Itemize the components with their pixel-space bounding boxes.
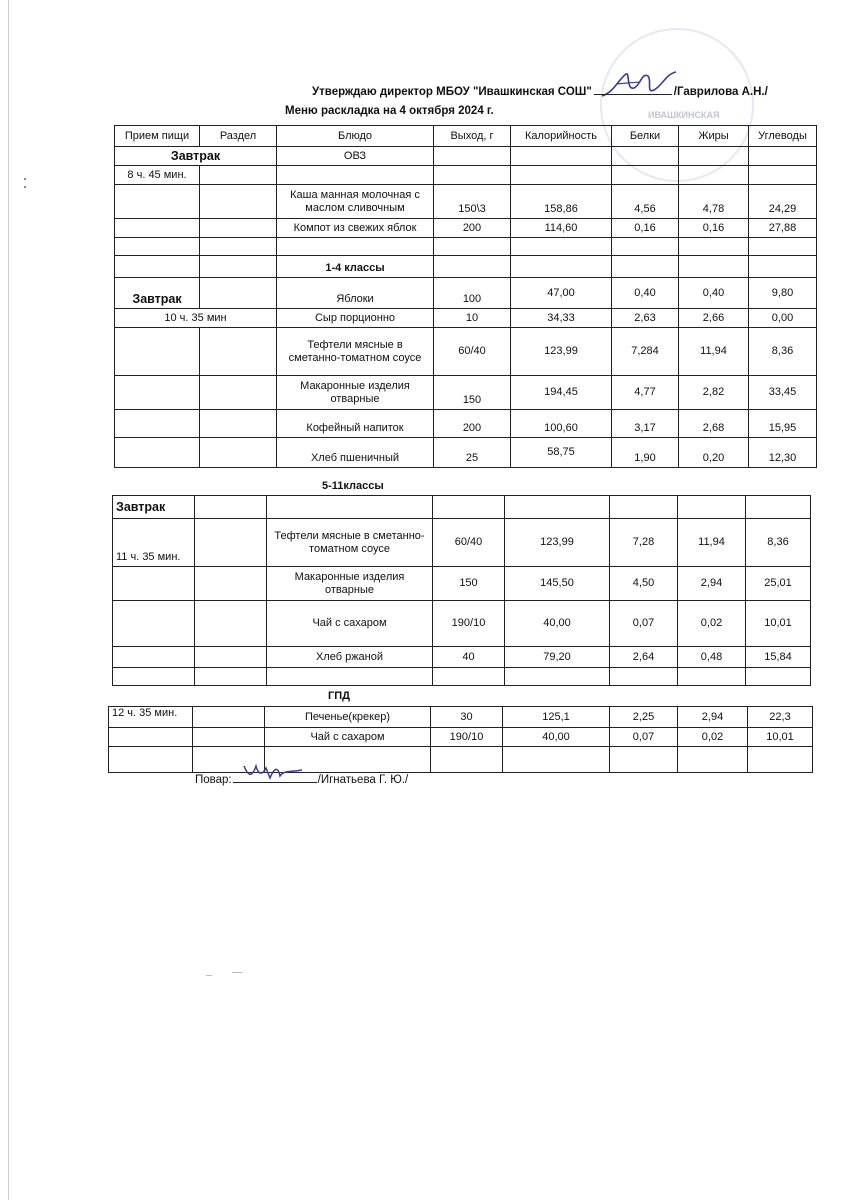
stamp-text: ИВАШКИНСКАЯ [648, 110, 720, 120]
section-5-11: 5-11классы [322, 480, 384, 492]
meal-label: Завтрак [113, 496, 195, 519]
col-protein: Белки [612, 126, 679, 147]
table-row: 12 ч. 35 мин. Печенье(крекер) 30 125,1 2,25 2,94 22,3 [109, 707, 813, 728]
scan-speck [24, 186, 26, 188]
dish-name: Тефтели мясные в сметанно-томатном соусе [267, 519, 433, 567]
menu-table-ovz [114, 125, 817, 468]
table-row: Хлеб ржаной 40 79,20 2,64 0,48 15,84 [113, 647, 811, 668]
meal-time: 11 ч. 35 мин. [113, 519, 195, 567]
approval-text: Утверждаю директор МБОУ "Ивашкинская СОШ" [312, 86, 592, 98]
col-calories: Калорийность [511, 126, 612, 147]
col-dish: Блюдо [277, 126, 434, 147]
signature-line [233, 772, 317, 783]
dish-name: Хлеб ржаной [267, 647, 433, 668]
table-row: Каша манная молочная с маслом сливочным 150\3 158,86 4,56 4,78 24,29 [115, 185, 817, 219]
meal-label: Завтрак [115, 147, 277, 166]
dish-name: Печенье(крекер) [265, 707, 431, 728]
col-section: Раздел [200, 126, 277, 147]
meal-time: 10 ч. 35 мин [115, 309, 277, 328]
section-gpd: ГПД [328, 690, 350, 702]
dish-name: Яблоки [277, 278, 434, 309]
table-row: Хлеб пшеничный 25 58,75 1,90 0,20 12,30 [115, 438, 817, 468]
scan-speck [206, 975, 212, 976]
cook-label: Повар: [195, 774, 232, 786]
col-meal: Прием пищи [115, 126, 200, 147]
cook-name: /Игнатьева Г. Ю./ [317, 774, 409, 786]
table-row: Макаронные изделия отварные 150 194,45 4,77 2,82 33,45 [115, 376, 817, 410]
col-fat: Жиры [679, 126, 749, 147]
table-header [115, 126, 817, 147]
table-row: Завтрак Яблоки 100 47,00 0,40 0,40 9,80 [115, 278, 817, 309]
meal-label: Завтрак [115, 278, 200, 309]
table-row: Макаронные изделия отварные 150 145,50 4,50 2,94 25,01 [113, 567, 811, 601]
table-row: 11 ч. 35 мин. Тефтели мясные в сметанно-томатном соусе 60/40 123,99 7,28 11,94 8,36 [113, 519, 811, 567]
col-yield: Выход, г [434, 126, 511, 147]
section-label: ОВЗ [277, 147, 434, 166]
col-carbs: Углеводы [749, 126, 817, 147]
dish-name: Каша манная молочная с маслом сливочным [277, 185, 434, 219]
table-row: Чай с сахаром 190/10 40,00 0,07 0,02 10,01 [109, 728, 813, 747]
director-name: /Гаврилова А.Н./ [673, 86, 768, 98]
scan-speck [24, 178, 26, 180]
menu-title: Меню раскладка на 4 октября 2024 г. [285, 105, 494, 117]
table-row [115, 256, 817, 278]
dish-name: Макаронные изделия отварные [277, 376, 434, 410]
table-row [113, 496, 811, 519]
cook-line [195, 772, 408, 786]
scan-speck [232, 972, 242, 973]
page-edge [8, 0, 9, 1200]
table-row: 10 ч. 35 мин Сыр порционно 10 34,33 2,63 2,66 0,00 [115, 309, 817, 328]
dish-name: Макаронные изделия отварные [267, 567, 433, 601]
dish-name: Хлеб пшеничный [277, 438, 434, 468]
dish-name: Кофейный напиток [277, 410, 434, 438]
table-row [115, 147, 817, 166]
table-row: Тефтели мясные в сметанно-томатном соусе 60/40 123,99 7,284 11,94 8,36 [115, 328, 817, 376]
table-row [113, 668, 811, 686]
meal-time: 8 ч. 45 мин. [115, 166, 200, 185]
subsection-label: 1-4 классы [277, 256, 434, 278]
table-row [109, 747, 813, 773]
table-row: Компот из свежих яблок 200 114,60 0,16 0,16 27,88 [115, 219, 817, 238]
signature-line [594, 84, 672, 95]
dish-name: Чай с сахаром [265, 728, 431, 747]
table-row: Чай с сахаром 190/10 40,00 0,07 0,02 10,01 [113, 601, 811, 647]
menu-table-5-11 [112, 495, 811, 686]
meal-time: 12 ч. 35 мин. [109, 707, 193, 728]
dish-name: Компот из свежих яблок [277, 219, 434, 238]
dish-name: Тефтели мясные в сметанно-томатном соусе [277, 328, 434, 376]
dish-name: Чай с сахаром [267, 601, 433, 647]
approval-line [312, 84, 768, 98]
table-row [115, 238, 817, 256]
table-row: Кофейный напиток 200 100,60 3,17 2,68 15,95 [115, 410, 817, 438]
table-row [115, 166, 817, 185]
dish-name: Сыр порционно [277, 309, 434, 328]
menu-table-gpd [108, 706, 813, 773]
